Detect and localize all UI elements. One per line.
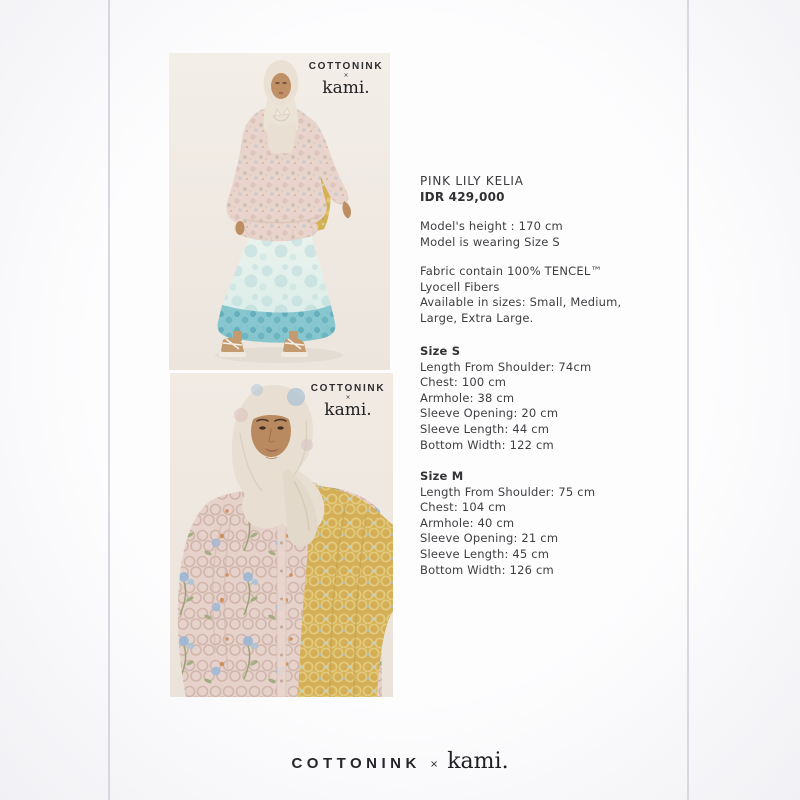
model-size-line: Model is wearing Size S — [420, 234, 560, 249]
close-up-illustration — [170, 373, 393, 697]
spec-line: Chest: 104 cm — [420, 500, 507, 515]
size-m-specs — [420, 469, 680, 578]
photo-brand-logo — [307, 62, 385, 97]
fabric-line: Lyocell Fibers — [420, 279, 500, 294]
model-height-line: Model's height : 170 cm — [420, 219, 563, 233]
spec-line: Bottom Width: 126 cm — [420, 562, 554, 577]
product-header — [420, 174, 680, 205]
brand-secondary-wordmark: kami. — [322, 78, 370, 98]
spec-line: Length From Shoulder: 74cm — [420, 359, 592, 374]
spec-line: Sleeve Length: 44 cm — [420, 421, 550, 436]
product-price: IDR 429,000 — [420, 189, 505, 204]
brand-primary-wordmark: COTTONINK — [310, 383, 386, 394]
product-photo-full-body — [169, 53, 390, 370]
fabric-line: Fabric contain 100% TENCEL™ — [420, 264, 603, 278]
spec-line: Length From Shoulder: 75 cm — [420, 484, 596, 499]
collab-x-mark: × — [343, 72, 349, 79]
page-crease-right — [687, 0, 689, 800]
collab-x-mark: × — [345, 394, 351, 401]
fabric-line: Large, Extra Large. — [420, 310, 534, 325]
spec-line: Armhole: 40 cm — [420, 515, 515, 530]
fabric-info — [420, 264, 680, 326]
page-crease-left — [108, 0, 110, 800]
spec-line: Armhole: 38 cm — [420, 390, 515, 405]
size-m-label: Size M — [420, 469, 464, 483]
product-title: PINK LILY KELIA — [420, 174, 524, 188]
spec-line: Sleeve Opening: 20 cm — [420, 406, 559, 421]
size-s-specs — [420, 344, 680, 453]
brand-primary-wordmark: COTTONINK — [291, 755, 421, 772]
brand-secondary-wordmark: kami. — [324, 400, 372, 420]
brand-secondary-wordmark: kami. — [447, 749, 509, 774]
brand-primary-wordmark: COTTONINK — [308, 61, 384, 72]
fabric-line: Available in sizes: Small, Medium, — [420, 295, 622, 310]
photo-brand-logo — [309, 384, 387, 419]
spec-line: Chest: 100 cm — [420, 375, 507, 390]
collab-x-mark: × — [429, 759, 439, 770]
spec-line: Bottom Width: 122 cm — [420, 437, 554, 452]
product-photo-close-up — [170, 373, 393, 697]
spec-line: Sleeve Opening: 21 cm — [420, 531, 559, 546]
spec-line: Sleeve Length: 45 cm — [420, 546, 550, 561]
model-info — [420, 219, 680, 250]
full-body-illustration — [169, 53, 390, 370]
footer-brand-logo — [0, 749, 800, 774]
size-s-label: Size S — [420, 344, 461, 358]
